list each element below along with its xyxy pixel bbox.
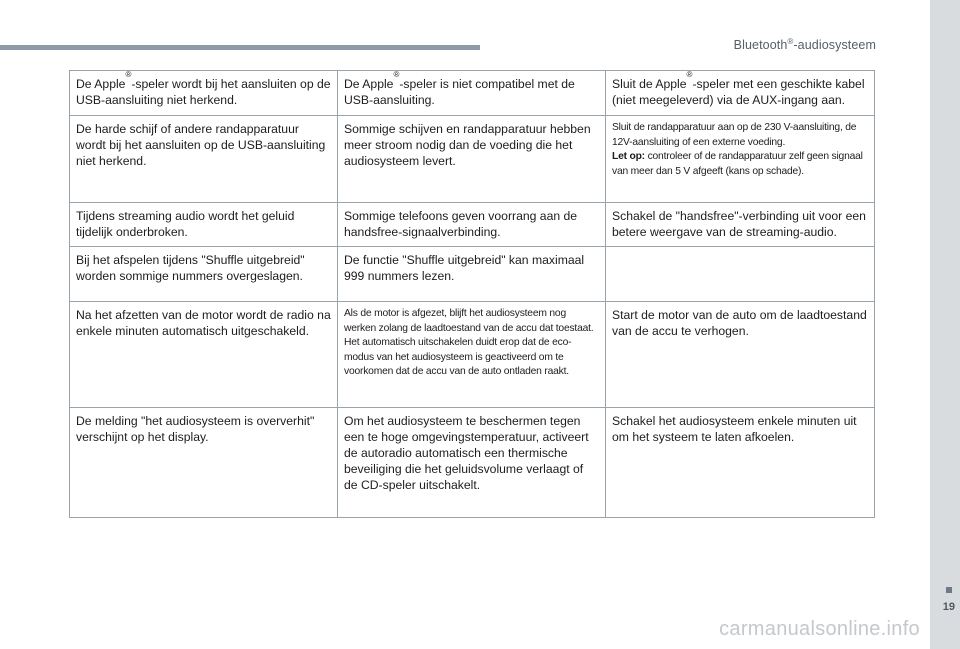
problem-cell: Na het afzetten van de motor wordt de radio na enkele minuten automatisch uitgeschakeld. — [70, 302, 338, 408]
table-row — [70, 247, 875, 302]
table-row — [70, 71, 875, 116]
cause-cell: Om het audiosysteem te beschermen tegen een te hoge omgevingstemperatuur, activeert de autoradio automatisch een thermische beveiliging die het geluidsvolume verlaagt of de CD-speler uitschakelt. — [338, 408, 606, 518]
solution-cell — [606, 247, 875, 302]
cause-cell: De Apple®-speler is niet compatibel met de USB-aansluiting. — [338, 71, 606, 116]
table-row — [70, 302, 875, 408]
continuation-marker — [946, 587, 952, 593]
problem-cell: De Apple®-speler wordt bij het aansluiten op de USB-aansluiting niet herkend. — [70, 71, 338, 116]
cause-cell: De functie "Shuffle uitgebreid" kan maximaal 999 nummers lezen. — [338, 247, 606, 302]
table-row — [70, 203, 875, 247]
problem-cell: Tijdens streaming audio wordt het geluid tijdelijk onderbroken. — [70, 203, 338, 247]
solution-cell: Schakel de "handsfree"-verbinding uit voor een betere weergave van de streaming-audio. — [606, 203, 875, 247]
solution-cell: Sluit de Apple®-speler met een geschikte kabel (niet meegeleverd) via de AUX-ingang aan. — [606, 71, 875, 116]
cause-cell: Sommige schijven en randapparatuur hebben meer stroom nodig dan de voeding die het audiosysteem levert. — [338, 116, 606, 203]
problem-cell: De melding "het audiosysteem is oververhit" verschijnt op het display. — [70, 408, 338, 518]
table-row — [70, 408, 875, 518]
solution-cell: Sluit de randapparatuur aan op de 230 V-aansluiting, de 12V-aansluiting of een externe voeding. Let op: controleer of de randapparatuur zelf geen signaal van meer dan 5 V afgeeft (kans op schade). — [606, 116, 875, 203]
table-row — [70, 116, 875, 203]
solution-cell: Schakel het audiosysteem enkele minuten uit om het systeem te laten afkoelen. — [606, 408, 875, 518]
page-header-title: Bluetooth®-audiosysteem — [733, 37, 876, 52]
cause-cell: Als de motor is afgezet, blijft het audiosysteem nog werken zolang de laadtoestand van de accu dat toestaat. Het automatisch uitschakelen duidt erop dat de eco-modus van het audiosysteem is geactiveerd om te voorkomen dat de accu van de auto ontladen raakt. — [338, 302, 606, 408]
page-margin-strip — [930, 0, 960, 649]
troubleshooting-table — [69, 70, 875, 518]
problem-cell: Bij het afspelen tijdens "Shuffle uitgebreid" worden sommige nummers overgeslagen. — [70, 247, 338, 302]
page-number: 19 — [942, 601, 955, 613]
problem-cell: De harde schijf of andere randapparatuur wordt bij het aansluiten op de USB-aansluiting niet herkend. — [70, 116, 338, 203]
watermark: carmanualsonline.info — [719, 618, 920, 640]
header-rule — [0, 45, 480, 50]
cause-cell: Sommige telefoons geven voorrang aan de handsfree-signaalverbinding. — [338, 203, 606, 247]
solution-cell: Start de motor van de auto om de laadtoestand van de accu te verhogen. — [606, 302, 875, 408]
